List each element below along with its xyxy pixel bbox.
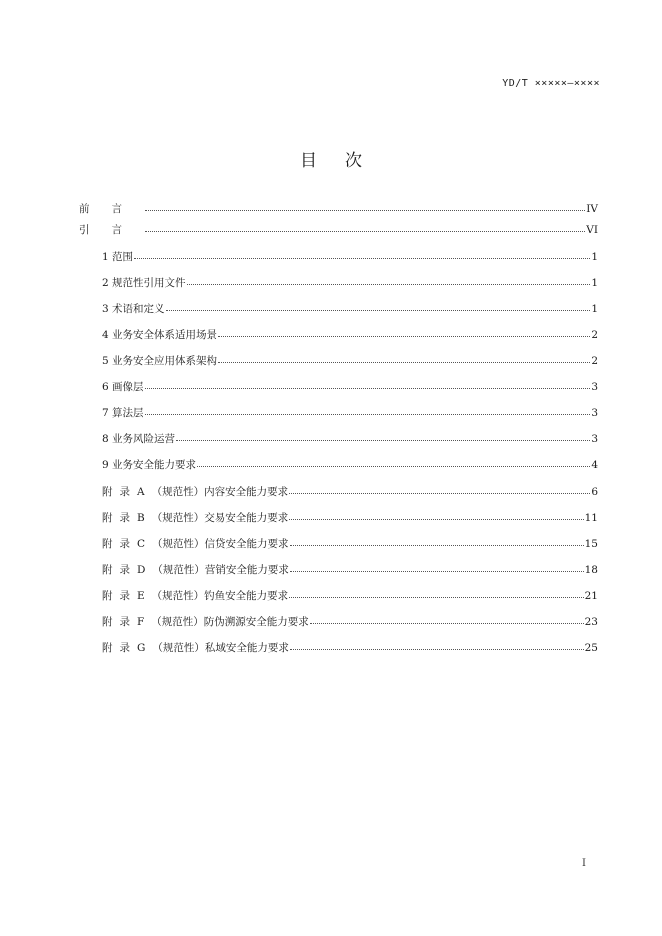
toc-entry-label: 1 范围 bbox=[102, 251, 134, 263]
toc-entry-introduction[interactable] bbox=[79, 223, 598, 237]
toc-entry-page: 18 bbox=[584, 564, 598, 576]
toc-entry-appendix-f[interactable] bbox=[102, 615, 598, 629]
appendix-prefix: 附录E bbox=[102, 590, 152, 602]
dot-leader bbox=[166, 301, 591, 311]
toc-entry-label: （规范性）营销安全能力要求 bbox=[152, 564, 289, 576]
toc-entry-risk-operations[interactable] bbox=[102, 432, 598, 446]
dot-leader bbox=[290, 536, 584, 546]
toc-entry-page: 3 bbox=[591, 407, 598, 419]
toc-entry-label: （规范性）内容安全能力要求 bbox=[151, 486, 289, 498]
dot-leader bbox=[176, 431, 590, 441]
toc-entry-page: 4 bbox=[591, 459, 598, 471]
toc-entry-label: 2 规范性引用文件 bbox=[102, 277, 186, 289]
toc-entry-label: （规范性）信贷安全能力要求 bbox=[152, 538, 289, 550]
toc-entry-page: 3 bbox=[591, 381, 598, 393]
toc-entry-page: 15 bbox=[584, 538, 598, 550]
toc-entry-scenarios[interactable] bbox=[102, 328, 598, 342]
toc-entry-terms[interactable] bbox=[102, 302, 598, 316]
dot-leader bbox=[290, 640, 584, 650]
toc-entry-scope[interactable] bbox=[102, 250, 598, 264]
toc-entry-label: 7 算法层 bbox=[102, 407, 144, 419]
toc-entry-appendix-c[interactable] bbox=[102, 537, 598, 551]
document-code: YD/T ×××××—×××× bbox=[502, 78, 600, 89]
dot-leader bbox=[145, 201, 585, 211]
toc-entry-label: 前言 bbox=[79, 203, 144, 215]
toc-entry-appendix-e[interactable] bbox=[102, 589, 598, 603]
dot-leader bbox=[289, 510, 583, 520]
toc-entry-foreword[interactable] bbox=[79, 202, 598, 216]
appendix-prefix: 附录B bbox=[102, 512, 152, 524]
toc-entry-page: 1 bbox=[591, 303, 598, 315]
dot-leader bbox=[218, 353, 590, 363]
toc-entry-label: （规范性）防伪溯源安全能力要求 bbox=[151, 616, 309, 628]
toc-entry-label: 5 业务安全应用体系架构 bbox=[102, 355, 218, 367]
dot-leader bbox=[134, 249, 590, 259]
dot-leader bbox=[218, 327, 590, 337]
dot-leader bbox=[290, 562, 584, 572]
toc-entry-appendix-a[interactable] bbox=[102, 485, 598, 499]
toc-entry-capability-requirements[interactable] bbox=[102, 458, 598, 472]
toc-entry-label: 3 术语和定义 bbox=[102, 303, 165, 315]
toc-entry-page: 1 bbox=[591, 277, 598, 289]
appendix-prefix: 附录G bbox=[102, 642, 153, 654]
toc-entry-normative-references[interactable] bbox=[102, 276, 598, 290]
toc-entry-label: 6 画像层 bbox=[102, 381, 144, 393]
toc-entry-page: 11 bbox=[584, 512, 598, 524]
toc-entry-page: 25 bbox=[584, 642, 598, 654]
toc-entry-page: 2 bbox=[591, 355, 598, 367]
dot-leader bbox=[145, 222, 585, 232]
toc-entry-label: 4 业务安全体系适用场景 bbox=[102, 329, 218, 341]
appendix-prefix: 附录F bbox=[102, 616, 152, 628]
dot-leader bbox=[289, 484, 590, 494]
dot-leader bbox=[145, 405, 591, 415]
toc-entry-architecture[interactable] bbox=[102, 354, 598, 368]
toc-entry-page: 1 bbox=[591, 251, 598, 263]
toc-entry-label: 9 业务安全能力要求 bbox=[102, 459, 197, 471]
appendix-prefix: 附录A bbox=[102, 486, 152, 498]
toc-entry-page: 23 bbox=[584, 616, 598, 628]
toc-entry-label: （规范性）交易安全能力要求 bbox=[151, 512, 289, 524]
toc-entry-label: （规范性）钓鱼安全能力要求 bbox=[151, 590, 289, 602]
toc-entry-page: 3 bbox=[591, 433, 598, 445]
toc-entry-label: 引言 bbox=[79, 224, 144, 236]
toc-entry-appendix-g[interactable] bbox=[102, 641, 598, 655]
dot-leader bbox=[145, 379, 591, 389]
toc-entry-appendix-d[interactable] bbox=[102, 563, 598, 577]
toc-entry-page: 2 bbox=[591, 329, 598, 341]
appendix-prefix: 附录C bbox=[102, 538, 153, 550]
toc-entry-label: （规范性）私域安全能力要求 bbox=[152, 642, 289, 654]
toc-entry-profile-layer[interactable] bbox=[102, 380, 598, 394]
appendix-prefix: 附录D bbox=[102, 564, 153, 576]
dot-leader bbox=[289, 588, 583, 598]
toc-entry-page: VI bbox=[586, 224, 598, 236]
toc-entry-algorithm-layer[interactable] bbox=[102, 406, 598, 420]
toc-entry-page: 6 bbox=[591, 486, 598, 498]
toc-entry-page: 21 bbox=[584, 590, 598, 602]
dot-leader bbox=[187, 275, 591, 285]
toc-entry-page: IV bbox=[586, 203, 598, 215]
toc-entry-label: 8 业务风险运营 bbox=[102, 433, 176, 445]
dot-leader bbox=[310, 614, 584, 624]
dot-leader bbox=[197, 457, 590, 467]
page-title: 目次 bbox=[300, 151, 390, 171]
page-number: I bbox=[582, 858, 586, 869]
toc-entry-appendix-b[interactable] bbox=[102, 511, 598, 525]
